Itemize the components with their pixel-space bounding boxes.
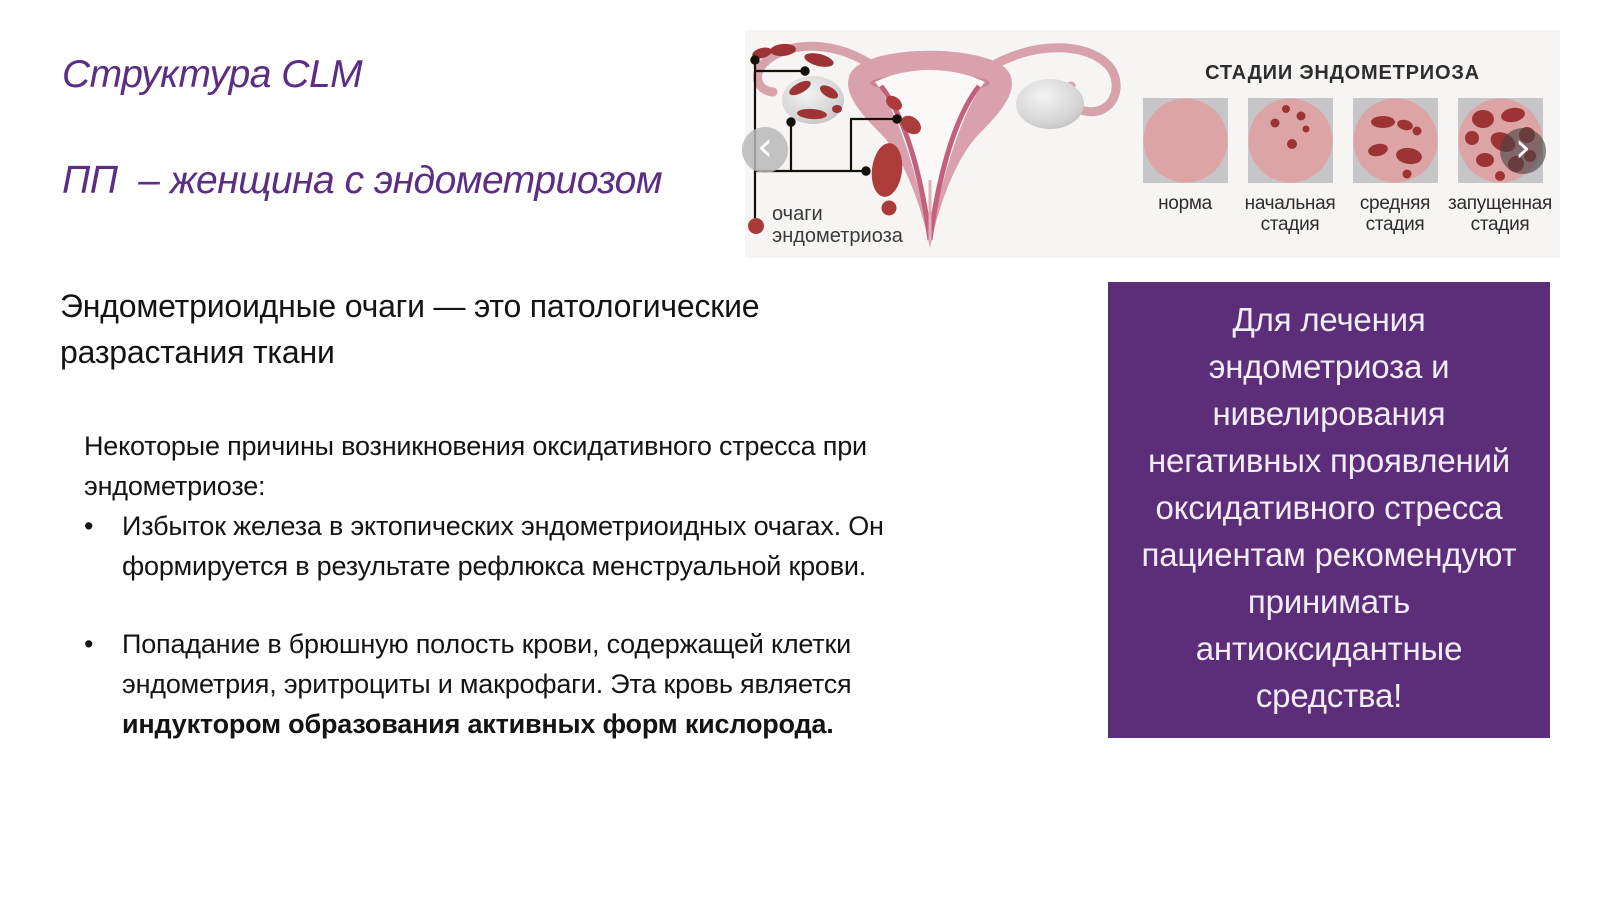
bullet-text-normal: Избыток железа в эктопических эндометриоидных очагах. Он формируется в результате рефлюкса менструальной крови.	[122, 511, 884, 581]
uterus-illustration	[745, 30, 1145, 258]
figure-carousel	[745, 30, 1560, 258]
stage-thumbnail-norm	[1143, 98, 1228, 183]
stage-label: начальная стадия	[1244, 193, 1336, 235]
chevron-right-icon: ›	[1515, 125, 1531, 171]
bullet-item	[84, 506, 899, 586]
stage-circle-norm	[1143, 98, 1228, 183]
stage-thumbnail-early	[1248, 98, 1333, 183]
stage-item-norm	[1135, 98, 1235, 235]
slide-title-line2: ПП – женщина с эндометриозом	[62, 159, 663, 202]
carousel-next-button[interactable]	[1500, 125, 1546, 174]
callout-text: Для лечения эндометриоза и нивелирования негативных проявлений оксидативного стресса пациентам рекомендуют принимать антиоксидантные средства!	[1141, 301, 1517, 714]
bullet-text-bold: индуктором образования активных форм кислорода.	[122, 709, 834, 739]
foci-label-line1: очаги	[772, 203, 823, 225]
slide-title-line1: Структура CLM	[62, 53, 363, 96]
bullet-text-normal: Попадание в брюшную полость крови, содержащей клетки эндометрия, эритроциты и макрофаги. Эта кровь является	[122, 629, 852, 699]
bullet-text	[122, 624, 899, 744]
right-ovary	[1016, 79, 1084, 129]
uterus-body	[848, 51, 1012, 248]
bullet-marker: •	[84, 511, 94, 541]
stage-circle-middle	[1353, 98, 1438, 183]
stage-label: запущенная стадия	[1448, 193, 1552, 235]
stage-thumbnail-middle	[1353, 98, 1438, 183]
stage-item-middle	[1345, 98, 1445, 235]
causes-intro: Некоторые причины возникновения оксидативного стресса при эндометриозе:	[84, 431, 867, 501]
carousel-prev-button[interactable]	[742, 124, 788, 173]
stage-label: средняя стадия	[1359, 193, 1431, 235]
stage-label: норма	[1158, 193, 1212, 214]
bullet-text	[122, 506, 899, 586]
foci-legend-dot	[748, 218, 764, 234]
foci-label-line2: эндометриоза	[772, 225, 903, 247]
stage-item-early	[1240, 98, 1340, 235]
bullet-item	[84, 624, 899, 744]
stage-circle-early	[1248, 98, 1333, 183]
heading: Эндометриоидные очаги — это патологические разрастания ткани	[60, 288, 760, 370]
stages-panel	[1135, 62, 1550, 235]
causes-block	[84, 426, 899, 744]
stages-row	[1135, 98, 1550, 235]
stages-title: СТАДИИ ЭНДОМЕТРИОЗА	[1205, 62, 1480, 84]
callout-box	[1108, 282, 1550, 738]
bullet-marker: •	[84, 629, 94, 659]
chevron-left-icon: ‹	[757, 124, 773, 170]
